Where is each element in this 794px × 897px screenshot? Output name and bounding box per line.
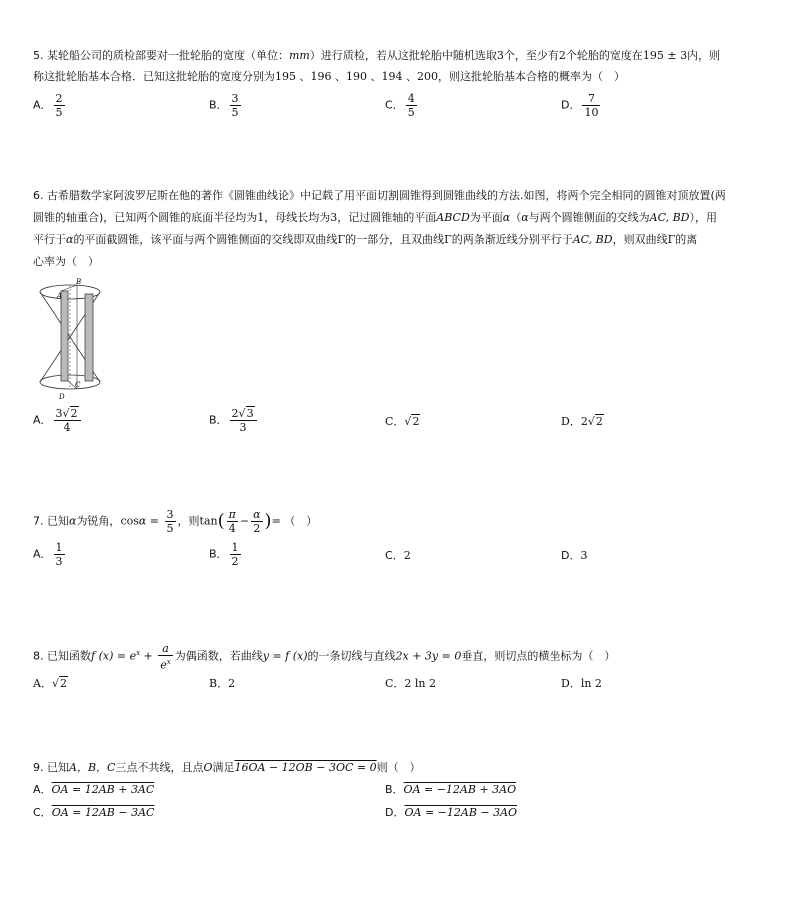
- q7-tan: tan: [199, 514, 218, 528]
- radicand: 2: [70, 407, 78, 420]
- q9-text: 则（ ）: [376, 761, 421, 774]
- q9-option-b[interactable]: [385, 781, 516, 797]
- radicand: 2: [412, 415, 420, 428]
- numerator: 3: [166, 508, 174, 521]
- coef: 2: [231, 407, 239, 420]
- option-label: B．: [209, 98, 228, 112]
- label-C: C: [75, 381, 81, 389]
- label-A: A: [57, 292, 63, 300]
- radicand: 2: [595, 415, 603, 428]
- q5-unit: mm: [289, 49, 310, 62]
- q8-option-d[interactable]: [561, 675, 602, 691]
- q5-text: 5. 某轮船公司的质检部要对一批轮胎的宽度（单位：: [33, 49, 289, 62]
- option-label: C．: [385, 98, 404, 112]
- sqrt: √2: [62, 407, 78, 420]
- q6-text: ，母线长均为: [264, 211, 331, 224]
- option-label: B．: [209, 547, 228, 561]
- q6-option-a[interactable]: [33, 407, 83, 434]
- exponent: x: [166, 657, 171, 666]
- double-cone-figure: [35, 277, 105, 401]
- q7-option-c[interactable]: [385, 547, 411, 563]
- q6-lines: AC, BD: [572, 233, 613, 246]
- option-label: A．: [33, 98, 52, 112]
- option-value: 2: [403, 549, 411, 562]
- q6-option-c[interactable]: [385, 413, 420, 429]
- q8-text: 为偶函数，若曲线: [174, 649, 263, 663]
- option-label: B．: [385, 783, 404, 796]
- option-value: 2 ln 2: [404, 677, 437, 690]
- option-label: C．: [33, 806, 52, 819]
- q9-option-c[interactable]: [33, 804, 154, 820]
- q6-gamma: Γ: [444, 233, 452, 246]
- q8-text: 垂直，则切点的横坐标为（ ）: [461, 649, 616, 663]
- q6-option-b[interactable]: [209, 407, 259, 434]
- fraction: [54, 407, 81, 434]
- option-value: OA = −12AB + 3AO: [403, 783, 517, 796]
- plane-abcd-left: [61, 291, 68, 381]
- fraction: [165, 508, 176, 535]
- q5-text: 称这批轮胎基本合格．已知这批轮胎的宽度分别为: [33, 70, 275, 83]
- q6-text: 6. 古希腊数学家阿波罗尼斯在他的著作《圆锥曲线论》中记载了用平面切割圆锥得到圆锥曲线的方法.如图，将两个完全相同的圆锥对顶放置(两: [33, 189, 726, 202]
- denominator: [158, 656, 172, 672]
- question-8-stem: [33, 640, 773, 671]
- q5-option-c[interactable]: [385, 92, 419, 119]
- question-9-stem: [33, 757, 773, 778]
- q6-text: 为平面: [469, 211, 503, 224]
- numerator: 2: [55, 92, 63, 105]
- denominator: 4: [228, 522, 236, 535]
- q8-text: 的一条切线与直线: [307, 649, 396, 663]
- option-label: D．: [561, 549, 581, 562]
- q7-option-a[interactable]: [33, 541, 67, 568]
- option-value: 2: [228, 677, 236, 690]
- q6-text: ，记过圆锥轴的平面: [337, 211, 437, 224]
- q8-line: 2x + 3y = 0: [395, 649, 462, 663]
- denominator: 10: [584, 106, 599, 119]
- q6-text: （: [510, 211, 522, 224]
- numerator: 3: [231, 92, 239, 105]
- denominator: 3: [55, 555, 63, 568]
- q8-function: f (x) = e: [91, 649, 137, 663]
- numerator: 1: [55, 541, 63, 554]
- q5-range: 195 ± 3: [642, 49, 688, 62]
- option-label: C．: [385, 415, 405, 428]
- q7-alpha: α: [138, 514, 147, 528]
- q9-text: 三点不共线，且点: [115, 761, 204, 774]
- q6-text: 心率为（ ）: [33, 255, 99, 268]
- q7-text: 7. 已知: [33, 514, 69, 528]
- q7-text: = （ ）: [271, 514, 318, 528]
- q5-text: 内，则: [687, 49, 721, 62]
- sqrt: √2: [404, 415, 420, 428]
- q6-text: 的两条渐近线分别平行于: [451, 233, 573, 246]
- base: e: [160, 658, 167, 672]
- denominator: 5: [407, 106, 415, 119]
- q6-option-d[interactable]: [561, 413, 604, 429]
- denominator: 3: [239, 421, 247, 434]
- fraction: [230, 541, 241, 568]
- q6-number: 3: [330, 211, 338, 224]
- numerator: 1: [231, 541, 239, 554]
- q9-text: 满足: [212, 761, 235, 774]
- q6-text: 的平面截圆锥，该平面与两个圆锥侧面的交线即双曲线: [73, 233, 338, 246]
- option-label: A．: [33, 413, 52, 427]
- q6-alpha: α: [521, 211, 529, 224]
- option-value: OA = 12AB − 3AC: [51, 806, 155, 819]
- coef: 3: [55, 407, 63, 420]
- q6-gamma: Γ: [337, 233, 346, 246]
- question-6-stem: [33, 185, 773, 273]
- numerator: α: [253, 508, 261, 521]
- q6-plane: ABCD: [436, 211, 470, 224]
- option-label: A．: [33, 677, 52, 690]
- q7-option-d[interactable]: [561, 547, 587, 563]
- q8-option-c[interactable]: [385, 675, 436, 691]
- option-label: C．: [385, 677, 405, 690]
- q5-text: ，则这批轮胎基本合格的概率为（ ）: [437, 70, 625, 83]
- label-B: B: [76, 278, 82, 286]
- coef: 2: [580, 415, 588, 428]
- option-label: D．: [561, 415, 581, 428]
- option-label: D．: [561, 98, 581, 112]
- option-value: OA = −12AB − 3AO: [404, 806, 518, 819]
- q6-text: 平行于: [33, 233, 66, 246]
- q5-widths: 195 、196 、190 、194 、200: [275, 70, 438, 83]
- q5-number: 3: [496, 49, 504, 62]
- fraction: [54, 92, 65, 119]
- plane-edge: [61, 285, 77, 291]
- option-value: OA = 12AB + 3AC: [51, 783, 155, 796]
- option-label: B．: [209, 413, 228, 427]
- q5-text: 个轮胎的宽度在: [565, 49, 643, 62]
- sqrt: √2: [587, 415, 603, 428]
- q8-option-b[interactable]: [209, 675, 235, 691]
- q6-gamma: Γ: [667, 233, 676, 246]
- q8-curve: y = f (x): [262, 649, 308, 663]
- fraction: [158, 642, 172, 672]
- numerator: [230, 407, 257, 421]
- q5-text: 个，至少有: [503, 49, 559, 62]
- option-value: ln 2: [580, 677, 602, 690]
- option-label: D．: [385, 806, 405, 819]
- q7-text: ，则: [177, 514, 200, 528]
- section-plane: [85, 294, 93, 381]
- q6-text: 与两个圆锥侧面的交线为: [528, 211, 650, 224]
- denominator: 5: [166, 522, 174, 535]
- q6-text: 圆锥的轴重合)，已知两个圆锥的底面半径均为: [33, 211, 258, 224]
- q9-option-a[interactable]: [33, 781, 154, 797]
- fraction: [230, 407, 257, 434]
- q6-alpha: α: [502, 211, 511, 224]
- q8-text: 8. 已知函数: [33, 649, 91, 663]
- option-label: A．: [33, 783, 52, 796]
- sqrt: √3: [238, 407, 254, 420]
- sqrt: √2: [51, 677, 67, 690]
- option-label: D．: [561, 677, 581, 690]
- q9-option-d[interactable]: [385, 804, 517, 820]
- denominator: 2: [231, 555, 239, 568]
- q9-point-o: O: [203, 761, 213, 774]
- fraction: [251, 508, 262, 535]
- q6-number: 1: [257, 211, 265, 224]
- numerator: [54, 407, 81, 421]
- numerator: π: [228, 508, 236, 521]
- q9-text: 9. 已知: [33, 761, 69, 774]
- q6-alpha: α: [66, 233, 74, 246]
- q6-text: 的一部分，且双曲线: [345, 233, 445, 246]
- q5-option-d[interactable]: [561, 92, 602, 119]
- option-label: A．: [33, 547, 52, 561]
- denominator: 4: [63, 421, 71, 434]
- numerator: a: [158, 642, 172, 656]
- q5-option-a[interactable]: [33, 92, 67, 119]
- q9-equation: 16OA − 12OB − 3OC = 0: [234, 761, 377, 774]
- denominator: 2: [253, 522, 261, 535]
- denominator: 5: [55, 106, 63, 119]
- q9-points: A，B，C: [69, 761, 116, 774]
- q7-cos: cos: [120, 514, 139, 528]
- numerator: 4: [407, 92, 415, 105]
- fraction: [54, 541, 65, 568]
- q8-option-a[interactable]: [33, 675, 68, 691]
- question-5-stem: [33, 45, 773, 87]
- fraction: [406, 92, 417, 119]
- q8-exponent: x: [136, 649, 141, 657]
- q5-number: 2: [558, 49, 566, 62]
- fraction: [582, 92, 600, 119]
- fraction: [227, 508, 238, 535]
- q6-lines: AC, BD: [649, 211, 690, 224]
- question-7-stem: 7. 已知α为锐角，cosα = $\frac{3}{5}$ ，则tan( $\frac{\pi}{4}$ − $\frac{\alpha}{2}$ )= （ ）: [33, 508, 318, 535]
- q6-text: 的离: [675, 233, 698, 246]
- denominator: 5: [231, 106, 239, 119]
- q5-text: ）进行质检，若从这批轮胎中随机选取: [309, 49, 497, 62]
- q7-option-b[interactable]: [209, 541, 243, 568]
- q5-option-b[interactable]: [209, 92, 243, 119]
- radicand: 3: [246, 407, 254, 420]
- radicand: 2: [59, 677, 67, 690]
- q6-text: ），用: [689, 211, 718, 224]
- numerator: 7: [582, 92, 600, 106]
- option-label: C．: [385, 549, 404, 562]
- q6-text: ，则双曲线: [612, 233, 668, 246]
- fraction: [230, 92, 241, 119]
- q8-plus: +: [140, 649, 157, 663]
- q7-alpha: α: [69, 514, 77, 528]
- q7-text: 为锐角，: [76, 514, 121, 528]
- option-value: 3: [580, 549, 588, 562]
- label-D: D: [59, 393, 65, 401]
- option-label: B．: [209, 677, 229, 690]
